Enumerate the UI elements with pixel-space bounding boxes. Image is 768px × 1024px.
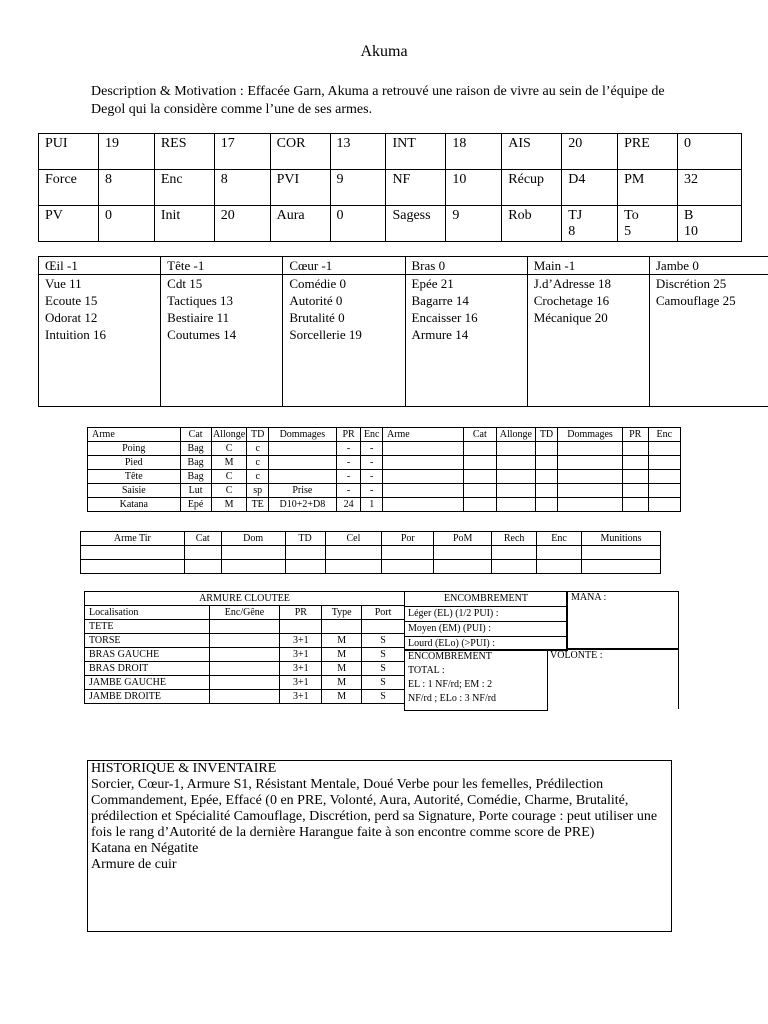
weapons-table [87,427,681,512]
stat-cell: Rob [502,206,562,242]
ranged-header: Cel [325,532,382,546]
weapon-cell [558,442,623,456]
weapons-header: Dommages [558,428,623,442]
weapon-cell [648,442,680,456]
skill-item: Brutalité 0 [289,310,345,325]
stat-cell: NF [386,170,446,206]
ranged-header: TD [285,532,325,546]
skill-group-header: Tête -1 [161,257,283,275]
armor-row [85,676,405,690]
encombrement-title: ENCOMBREMENT [444,593,528,604]
armor-cell [209,690,280,704]
armor-cell: S [362,662,405,676]
armor-cell: JAMBE DROITE [85,690,210,704]
skill-column [405,275,527,407]
weapon-cell [463,484,496,498]
weapon-cell [382,498,463,512]
ranged-cell [81,546,185,560]
stat-cell: Récup [502,170,562,206]
weapon-cell [268,442,336,456]
weapon-cell [268,456,336,470]
weapons-header: Allonge [212,429,246,440]
skill-item: Discrétion 25 [655,276,727,291]
volonte-label: VOLONTE : [550,650,603,661]
weapon-cell [648,498,680,512]
stat-cell: 13 [330,134,386,170]
ranged-header: Por [382,532,434,546]
skill-item: Autorité 0 [289,293,343,308]
stat-cell: Force [39,170,99,206]
weapon-cell: 1 [361,498,383,512]
weapon-cell [535,456,558,470]
stat-cell: D4 [562,170,618,206]
weapon-row [88,442,681,456]
page-title: Akuma [360,43,408,60]
armor-header: PR [280,606,322,620]
history-title: HISTORIQUE & INVENTAIRE [91,761,277,776]
weapon-cell [622,470,648,484]
weapon-cell [463,456,496,470]
weapon-cell [622,456,648,470]
encombrement-total-line: EL : 1 NF/rd; EM : 2 [408,679,493,690]
ranged-cell [537,560,582,574]
weapon-cell: - [361,456,383,470]
stat-cell: 20 [214,206,270,242]
stat-cell: 8 [98,170,154,206]
weapon-cell [463,442,496,456]
ranged-cell [325,560,382,574]
ranged-cell [184,560,221,574]
weapon-cell: - [336,442,361,456]
ranged-cell [382,560,434,574]
weapon-cell: Lut [180,484,211,498]
weapons-header: Enc [648,428,680,442]
ranged-cell [434,560,492,574]
weapon-cell [463,470,496,484]
armor-cell: S [362,690,405,704]
ranged-cell [382,546,434,560]
ranged-header: Dom [221,532,285,546]
weapon-cell [463,498,496,512]
stat-cell: PM [618,170,678,206]
stat-cell: 10 [446,170,502,206]
armor-cell: M [322,676,362,690]
weapon-cell: c [247,456,269,470]
skill-column [649,275,768,407]
weapon-cell [535,498,558,512]
stat-cell: Enc [154,170,214,206]
weapon-cell [648,470,680,484]
armor-cell: S [362,648,405,662]
stat-cell: TJ 8 [562,206,618,242]
weapon-cell [648,484,680,498]
weapon-cell: Prise [268,484,336,498]
weapon-cell: C [211,442,247,456]
armor-cell: TETE [85,620,210,634]
ranged-cell [492,546,537,560]
armor-section [84,591,680,709]
stat-cell: To 5 [618,206,678,242]
weapon-cell [535,484,558,498]
stat-cell: 9 [330,170,386,206]
stat-cell: 20 [562,134,618,170]
history-line-0: Sorcier, Cœur-1, Armure S1, Résistant Mentale, Doué Verbe pour les femelles, Prédilection Commandement, Epée, Effacé (0 en PRE, Volonté, Aura, Autorité, Comédie, Charme, Brutalité, prédilection et Spécialité Camouflage, Discrétion, perd sa Signature, Porte courage : peut utiliser une fois le rang d’Autorité de la dernière Harangue faite à son encontre comme score de PRE) [91,777,658,840]
stat-cell: Init [154,206,214,242]
weapon-cell: C [211,470,247,484]
ranged-row [81,546,661,560]
ranged-cell [285,546,325,560]
skill-item: Odorat 12 [45,310,98,325]
ranged-cell [221,560,285,574]
stat-cell: PVI [270,170,330,206]
stat-cell: PRE [618,134,678,170]
encombrement-total-title: ENCOMBREMENT [408,651,492,662]
weapon-cell [496,470,535,484]
encombrement-line: Moyen (EM) (PUI) : [405,621,567,636]
weapon-cell: Saisie [88,484,181,498]
weapons-header: TD [535,428,558,442]
ranged-header: Enc [537,532,582,546]
weapon-cell [622,484,648,498]
armor-row [85,690,405,704]
weapon-cell: Bag [180,470,211,484]
armor-header: Type [322,606,362,620]
armor-cell: BRAS GAUCHE [85,648,210,662]
weapon-cell [622,442,648,456]
weapon-cell [558,498,623,512]
weapon-cell: - [361,484,383,498]
ranged-cell [582,560,661,574]
weapon-cell: Bag [180,456,211,470]
weapon-cell [496,484,535,498]
stat-cell: PUI [39,134,99,170]
stat-cell: 0 [678,134,742,170]
encombrement-line: Léger (EL) (1/2 PUI) : [405,606,567,621]
weapon-cell [496,498,535,512]
weapon-row [88,470,681,484]
armor-cell: M [322,662,362,676]
weapon-cell [382,456,463,470]
weapons-header: PR [622,428,648,442]
stat-cell: PV [39,206,99,242]
weapons-header: Enc [361,428,383,442]
armor-row [85,634,405,648]
skill-item: Ecoute 15 [45,293,98,308]
weapon-cell: Pied [88,456,181,470]
stat-cell: AIS [502,134,562,170]
weapon-cell: M [211,456,247,470]
weapon-cell: TE [247,498,269,512]
weapon-cell: Poing [88,442,181,456]
weapon-cell: D10+2+D8 [268,498,336,512]
weapon-cell [496,442,535,456]
volonte-box [546,649,679,709]
weapon-cell: Tête [88,470,181,484]
stat-cell: 32 [678,170,742,206]
skill-item: Bagarre 14 [411,293,469,308]
skill-item: Encaisser 16 [411,310,478,325]
skill-group-header: Œil -1 [39,257,161,275]
weapon-cell: Katana [88,498,181,512]
skill-item: Bestiaire 11 [167,310,230,325]
armor-row [85,662,405,676]
weapon-row [88,484,681,498]
skill-item: Coutumes 14 [167,327,237,342]
stats-row [39,206,742,242]
weapons-header: PR [336,428,361,442]
weapon-cell: 24 [336,498,361,512]
weapon-cell [382,470,463,484]
stat-cell: 0 [98,206,154,242]
skills-table [38,256,768,407]
ranged-cell [434,546,492,560]
weapon-cell: - [361,442,383,456]
skill-item: Camouflage 25 [655,293,736,308]
ranged-header: Arme Tir [81,532,185,546]
encombrement-line: Lourd (ELo) (>PUI) : [405,636,567,651]
weapon-cell: c [247,442,269,456]
stat-cell: 9 [446,206,502,242]
armor-cell [209,676,280,690]
armor-cell: M [322,634,362,648]
skill-item: Comédie 0 [289,276,347,291]
armor-cell [322,620,362,634]
history-line-2: Armure de cuir [91,857,177,872]
mana-box [566,591,679,649]
skill-item: Sorcellerie 19 [289,327,362,342]
armor-title: ARMURE CLOUTEE [85,592,405,606]
ranged-cell [582,546,661,560]
weapon-cell: - [336,470,361,484]
armor-cell: M [322,648,362,662]
armor-header: Port [362,606,405,620]
weapon-cell: - [361,470,383,484]
armor-row [85,620,405,634]
skill-column [39,275,161,407]
stat-cell: B 10 [678,206,742,242]
weapon-cell [382,484,463,498]
weapon-cell [558,484,623,498]
armor-cell: 3+1 [280,634,322,648]
weapon-cell [648,456,680,470]
weapon-cell [496,456,535,470]
armor-cell [280,620,322,634]
ranged-cell [492,560,537,574]
armor-row [85,648,405,662]
ranged-cell [221,546,285,560]
weapon-cell: Epé [180,498,211,512]
weapon-cell: C [211,484,247,498]
weapon-cell [558,456,623,470]
weapons-header: Dommages [268,428,336,442]
skill-item: Vue 11 [45,276,82,291]
weapon-cell [558,470,623,484]
weapons-header: TD [247,428,269,442]
ranged-cell [285,560,325,574]
armor-header: Localisation [85,606,210,620]
encombrement-total-line: TOTAL : [408,665,445,676]
skill-item: Crochetage 16 [533,293,610,308]
weapon-cell: M [211,498,247,512]
armor-cell [209,634,280,648]
weapon-cell [622,498,648,512]
armor-cell: TORSE [85,634,210,648]
stat-cell: RES [154,134,214,170]
history-box [87,760,672,932]
stats-table [38,133,742,242]
stat-cell: 17 [214,134,270,170]
armor-cell: BRAS DROIT [85,662,210,676]
ranged-header: PoM [434,532,492,546]
skill-column [283,275,405,407]
stats-row [39,134,742,170]
stat-cell: 19 [98,134,154,170]
stat-cell: 8 [214,170,270,206]
weapon-cell [535,442,558,456]
ranged-header: Rech [492,532,537,546]
armor-cell: 3+1 [280,648,322,662]
skill-item: Tactiques 13 [167,293,234,308]
ranged-header: Munitions [582,532,661,546]
skill-item: Epée 21 [411,276,454,291]
history-line-1: Katana en Négatite [91,841,199,856]
skill-group-header: Main -1 [527,257,649,275]
skill-group-header: Jambe 0 [649,257,768,275]
armor-cell: 3+1 [280,676,322,690]
weapons-header: Allonge [496,428,535,442]
armor-cell: JAMBE GAUCHE [85,676,210,690]
armor-cell [362,620,405,634]
ranged-cell [81,560,185,574]
encombrement-total-line: NF/rd ; ELo : 3 NF/rd [408,693,497,704]
stat-cell: Sagess [386,206,446,242]
weapon-row [88,498,681,512]
skill-item: Cdt 15 [167,276,203,291]
armor-cell [209,648,280,662]
ranged-cell [184,546,221,560]
weapon-cell: sp [247,484,269,498]
weapons-header: Arme [382,428,463,442]
weapons-header: Arme [88,428,181,442]
armor-cell: S [362,634,405,648]
skill-item: Intuition 16 [45,327,107,342]
armor-cell: 3+1 [280,662,322,676]
stat-cell: COR [270,134,330,170]
weapon-cell: Bag [180,442,211,456]
ranged-cell [325,546,382,560]
armor-cell: M [322,690,362,704]
weapons-header: Cat [463,428,496,442]
armor-cell: 3+1 [280,690,322,704]
mana-label: MANA : [571,592,607,603]
skill-item: Armure 14 [411,327,469,342]
ranged-cell [537,546,582,560]
weapons-header: Cat [180,428,211,442]
ranged-header-row [81,532,661,546]
ranged-table [80,531,661,574]
skill-item: J.d’Adresse 18 [533,276,611,291]
description: Description & Motivation : Effacée Garn, Akuma a retrouvé une raison de vivre au sein de l’équipe de Degol qui la considère comme l’une de ses armes. [91,84,665,117]
armor-table [84,591,405,704]
weapon-cell [382,442,463,456]
ranged-header: Cat [184,532,221,546]
weapon-cell: c [247,470,269,484]
stat-cell: INT [386,134,446,170]
skill-group-header: Cœur -1 [283,257,405,275]
weapon-cell: - [336,456,361,470]
stat-cell: 18 [446,134,502,170]
armor-cell [209,620,280,634]
skill-column [161,275,283,407]
weapon-cell [268,470,336,484]
skill-item: Mécanique 20 [533,310,608,325]
encombrement-total-box [404,649,548,711]
weapons-header-row [88,428,681,442]
stat-cell: 0 [330,206,386,242]
encombrement-box [404,591,568,651]
armor-cell [209,662,280,676]
ranged-row [81,560,661,574]
skill-group-header: Bras 0 [405,257,527,275]
stat-cell: Aura [270,206,330,242]
armor-header: Enc/Gêne [209,606,280,620]
weapon-cell [535,470,558,484]
armor-cell: S [362,676,405,690]
weapon-cell: - [336,484,361,498]
weapon-row [88,456,681,470]
stats-row [39,170,742,206]
skill-column [527,275,649,407]
